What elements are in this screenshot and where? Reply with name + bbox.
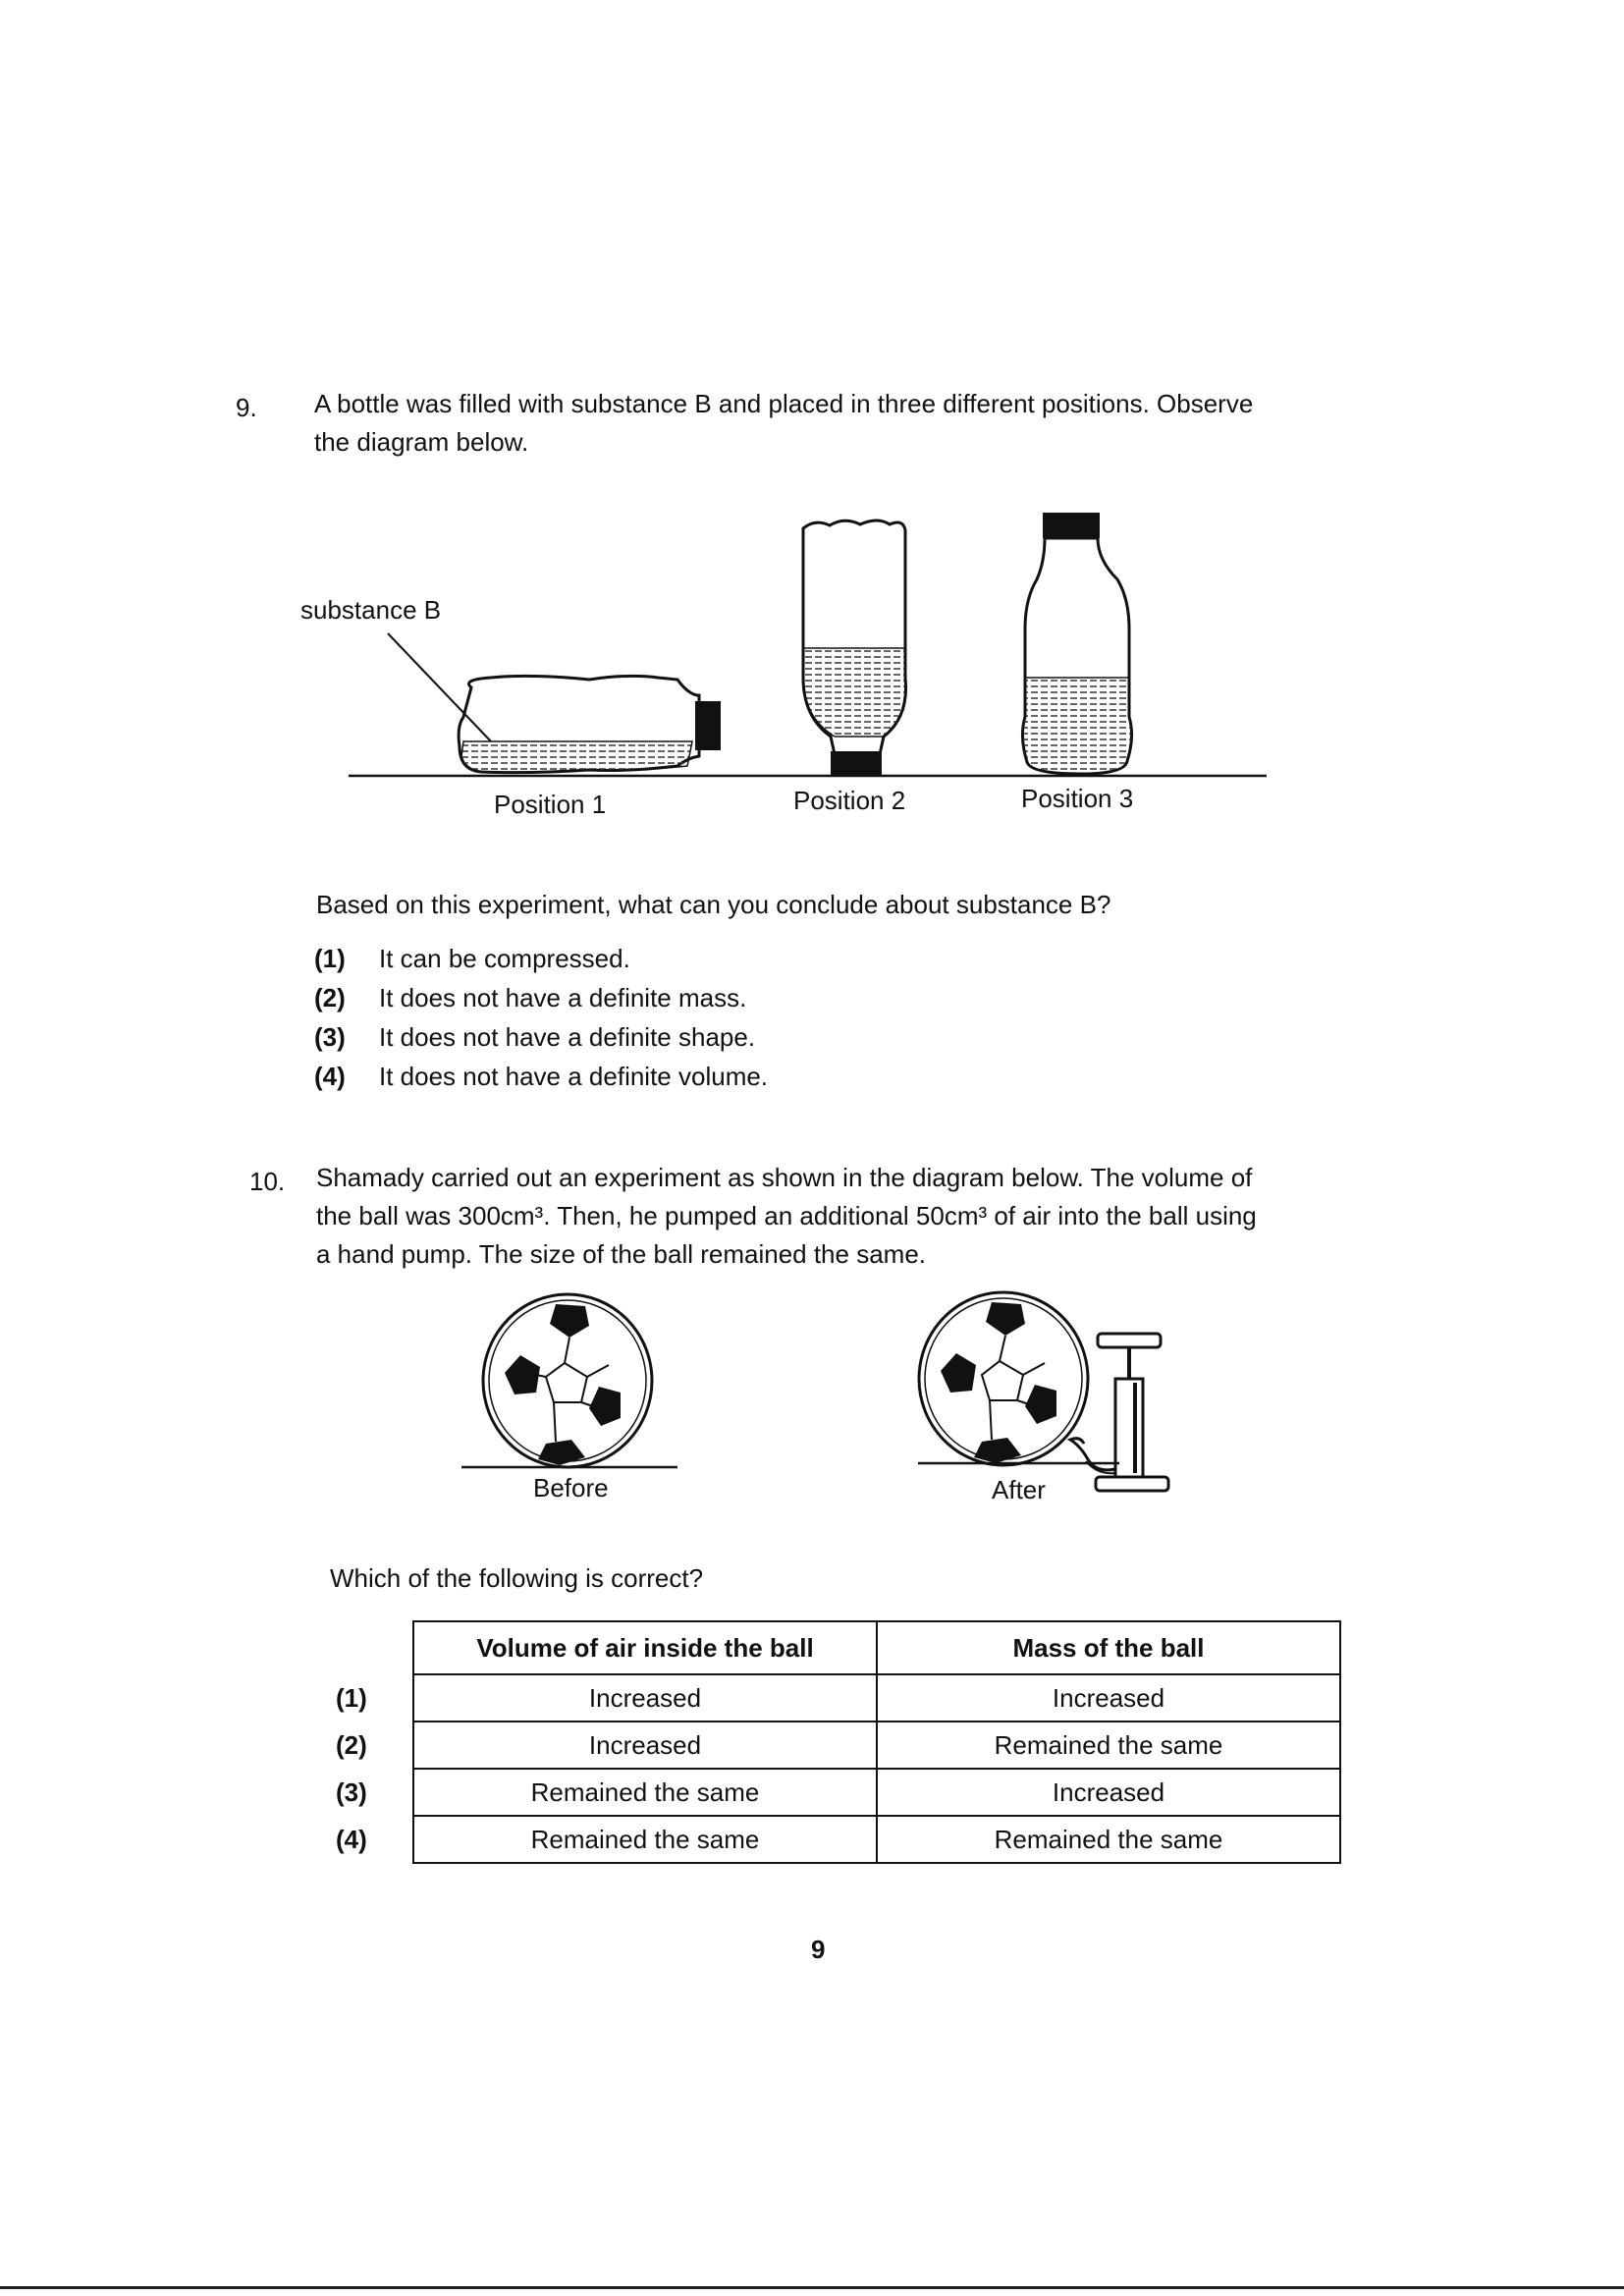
option-number: (3) (314, 1022, 346, 1052)
row-mass: Increased (877, 1769, 1340, 1816)
question-10-line-3: a hand pump. The size of the ball remained the same. (316, 1239, 927, 1269)
position-1-label: Position 1 (494, 790, 607, 819)
question-9-prompt: Based on this experiment, what can you conclude about substance B? (316, 890, 1111, 919)
bottle-diagram-svg (0, 0, 1624, 884)
table-row[interactable] (316, 1722, 1340, 1769)
substance-b-label: substance B (300, 595, 442, 625)
option-text: It does not have a definite volume. (379, 1062, 769, 1091)
table-row[interactable] (316, 1816, 1340, 1863)
option-number: (2) (314, 983, 346, 1012)
bottle-position-3 (1022, 513, 1131, 774)
bottle-position-2 (803, 520, 906, 776)
question-10-number: 10. (249, 1167, 286, 1196)
option-number: (4) (314, 1062, 346, 1091)
question-10-line-2: the ball was 300cm³. Then, he pumped an additional 50cm³ of air into the ball using (316, 1201, 1257, 1230)
question-9-line-1: A bottle was filled with substance B and placed in three different positions. Observe (314, 389, 1254, 418)
table-row[interactable] (316, 1769, 1340, 1816)
after-label: After (992, 1475, 1046, 1504)
question-9-option-2[interactable] (314, 978, 768, 1017)
row-volume: Remained the same (413, 1816, 877, 1863)
position-3-label: Position 3 (1021, 784, 1134, 813)
question-10-line-1: Shamady carried out an experiment as shown in the diagram below. The volume of (316, 1163, 1253, 1192)
answer-table (316, 1620, 1341, 1864)
page-number: 9 (811, 1935, 826, 1964)
ball-before (461, 1294, 677, 1467)
table-corner (316, 1621, 413, 1674)
row-mass: Remained the same (877, 1816, 1340, 1863)
row-number: (4) (336, 1824, 367, 1854)
row-number: (1) (336, 1682, 367, 1713)
bottle-position-1 (459, 676, 721, 772)
table-row[interactable] (316, 1674, 1340, 1722)
question-9-option-4[interactable] (314, 1057, 768, 1096)
option-text: It does not have a definite shape. (379, 1022, 756, 1052)
ball-after (918, 1292, 1119, 1465)
option-number: (1) (314, 944, 346, 973)
callout-pointer-line (388, 633, 491, 741)
question-9-line-2: the diagram below. (314, 427, 529, 457)
row-mass: Increased (877, 1674, 1340, 1722)
question-9-option-1[interactable] (314, 939, 768, 978)
question-9-options (314, 939, 768, 1096)
row-volume: Remained the same (413, 1769, 877, 1816)
question-10-text (316, 1159, 1377, 1274)
row-mass: Remained the same (877, 1722, 1340, 1769)
position-2-label: Position 2 (793, 786, 906, 815)
option-text: It can be compressed. (379, 944, 630, 973)
header-volume-of-air: Volume of air inside the ball (413, 1621, 877, 1674)
option-text: It does not have a definite mass. (379, 983, 747, 1012)
question-9-option-3[interactable] (314, 1017, 768, 1057)
row-volume: Increased (413, 1674, 877, 1722)
row-number: (3) (336, 1777, 367, 1807)
header-mass-of-ball: Mass of the ball (877, 1621, 1340, 1674)
before-label: Before (533, 1473, 609, 1503)
table-header-row (316, 1621, 1340, 1674)
question-9-number: 9. (236, 393, 257, 422)
row-volume: Increased (413, 1722, 877, 1769)
question-10-prompt: Which of the following is correct? (330, 1563, 704, 1593)
bottom-rule (0, 2286, 1624, 2289)
row-number: (2) (336, 1729, 367, 1760)
